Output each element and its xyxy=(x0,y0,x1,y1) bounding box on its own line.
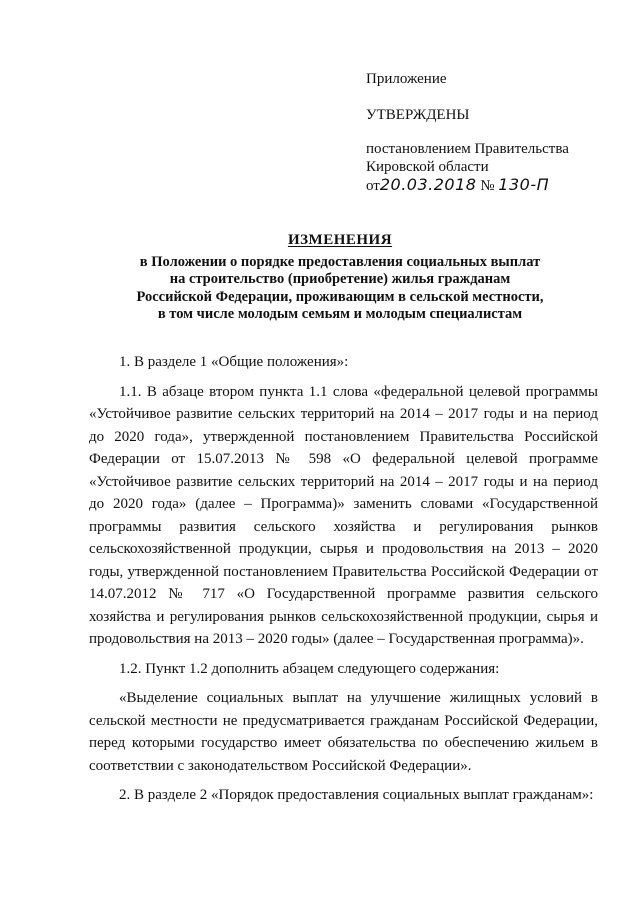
paragraph-1-2: 1.2. Пункт 1.2 дополнить абзацем следующего содержания: xyxy=(119,660,500,677)
decree-date-number xyxy=(366,176,616,195)
date-prefix: от xyxy=(366,178,380,194)
paragraph-quote: «Выделение социальных выплат на улучшение жилищных условий в сельской местности не предусматривается гражданам Российской Федерации, перед которыми государство имеет обязательства по обеспечению жильем в соответствии с законодательством Российской Федерации». xyxy=(89,690,598,774)
paragraph-2: 2. В разделе 2 «Порядок предоставления социальных выплат гражданам»: xyxy=(119,787,594,803)
approval-block xyxy=(366,70,616,195)
document-title: ИЗМЕНЕНИЯ xyxy=(287,232,393,248)
heading-line-1: в Положении о порядке предоставления социальных выплат xyxy=(139,253,541,270)
decree-number: 130-П xyxy=(498,175,550,194)
heading-line-3: Российской Федерации, проживающим в сельской местности, xyxy=(136,288,544,305)
heading-line-4: в том числе молодым семьям и молодым специалистам xyxy=(157,306,523,322)
document-heading xyxy=(90,232,590,324)
paragraph-1: 1. В разделе 1 «Общие положения»: xyxy=(119,354,349,370)
document-body xyxy=(89,351,598,807)
appendix-label: Приложение xyxy=(366,71,447,87)
decree-date: 20.03.2018 xyxy=(379,175,477,194)
paragraph-1-1: 1.1. В абзаце втором пункта 1.1 слова «федеральной целевой программы «Устойчивое развитие сельских территорий на 2014 – 2017 годы и на период до 2020 года», утвержденной постановлением Правительства Российской Федерации от 15.07.2013 № 598 «О федеральной целевой программе «Устойчивое развитие сельских территорий на 2014 – 2017 годы и на период до 2020 года» (далее – Программа)» заменить словами «Государственной программы развития сельского хозяйства и регулирования рынков сельскохозяйственной продукции, сырья и продовольствия на 2013 – 2020 годы, утвержденной постановлением Правительства Российской Федерации от 14.07.2012 № 717 «О Государственной программе развития сельского хозяйства и регулирования рынков сельскохозяйственной продукции, сырья и продовольствия на 2013 – 2020 годы» (далее – Государственная программа)». xyxy=(89,383,598,647)
approved-by-line-2: Кировской области xyxy=(366,159,489,175)
approved-label: УТВЕРЖДЕНЫ xyxy=(366,107,470,123)
number-prefix: № xyxy=(480,178,495,194)
heading-line-2: на строительство (приобретение) жилья гражданам xyxy=(169,271,511,287)
approved-by-line-1: постановлением Правительства xyxy=(366,141,569,157)
